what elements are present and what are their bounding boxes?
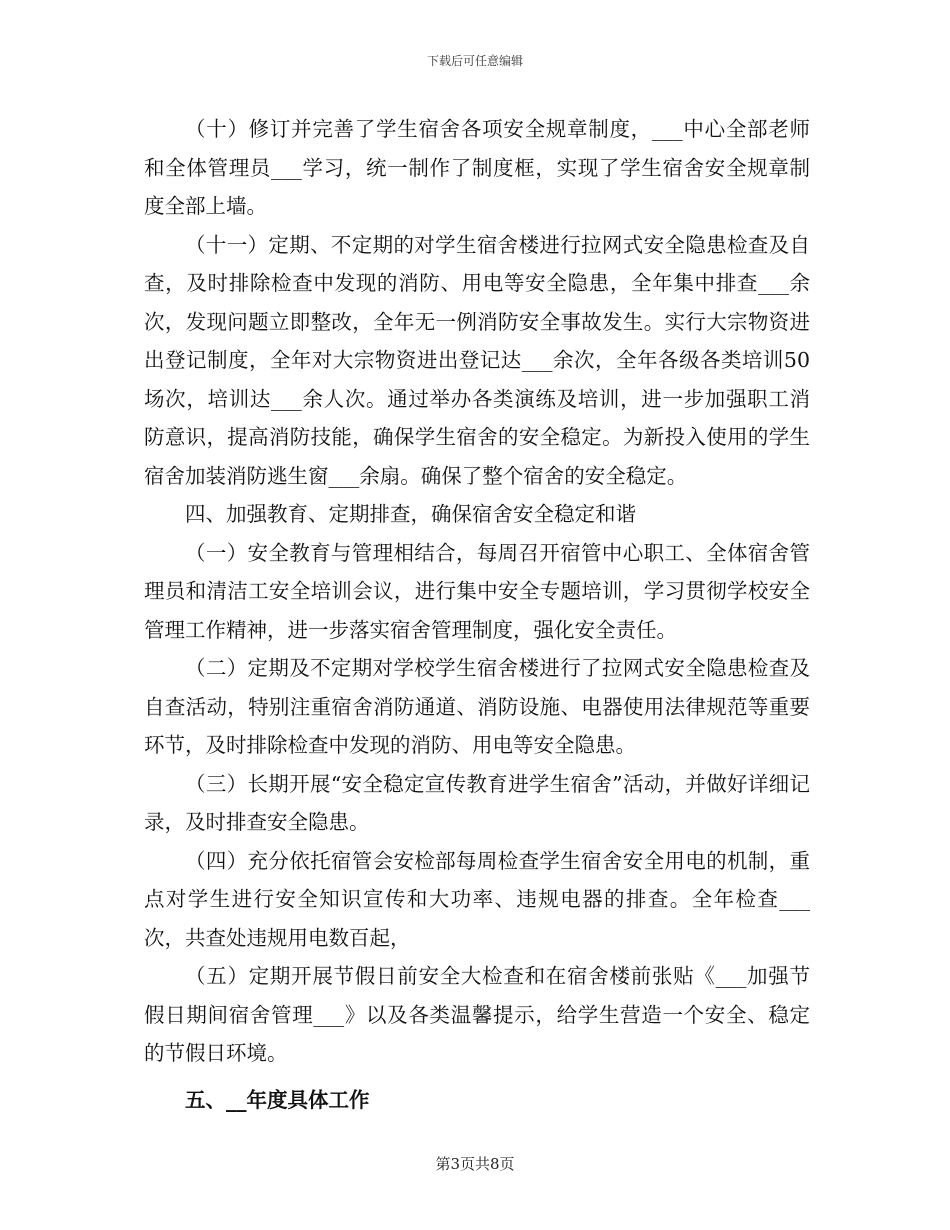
paragraph-4-4: （四）充分依托宿管会安检部每周检查学生宿舍安全用电的机制，重点对学生进行安全知识宣传和大功率、违规电器的排查。全年检查___次，共查处违规用电数百起，: [144, 848, 810, 950]
section-four-heading: 四、加强教育、定期排查，确保宿舍安全稳定和谐: [185, 502, 636, 526]
page-number-footer: 第3页共8页: [435, 1155, 515, 1173]
paragraph-10: （十）修订并完善了学生宿舍各项安全规章制度，___中心全部老师和全体管理员___学习，统一制作了制度框，实现了学生宿舍安全规章制度全部上墙。: [144, 117, 810, 218]
page-header-note: 下载后可任意编辑: [426, 54, 523, 68]
paragraph-4-1: （一）安全教育与管理相结合，每周召开宿管中心职工、全体宿舍管理员和清洁工安全培训会议，进行集中安全专题培训，学习贯彻学校安全管理工作精神，进一步落实宿舍管理制度，强化安全责任。: [144, 540, 810, 642]
document-body: [144, 110, 810, 1119]
section-five-heading: 五、__年度具体工作: [185, 1087, 370, 1112]
paragraph-11: （十一）定期、不定期的对学生宿舍楼进行拉网式安全隐患检查及自查，及时排除检查中发现的消防、用电等安全隐患，全年集中排查___余次，发现问题立即整改，全年无一例消防安全事故发生。实行大宗物资进出登记制度，全年对大宗物资进出登记达___余次，全年各级各类培训50场次，培训达___余人次。通过举办各类演练及培训，进一步加强职工消防意识，提高消防技能，确保学生宿舍的安全稳定。为新投入使用的学生宿舍加装消防逃生窗___余扇。确保了整个宿舍的安全稳定。: [144, 232, 810, 488]
paragraph-4-5: （五）定期开展节假日前安全大检查和在宿舍楼前张贴《___加强节假日期间宿舍管理___》以及各类温馨提示，给学生营造一个安全、稳定的节假日环境。: [144, 964, 810, 1065]
paragraph-4-2: （二）定期及不定期对学校学生宿舍楼进行了拉网式安全隐患检查及自查活动，特别注重宿舍消防通道、消防设施、电器使用法律规范等重要环节，及时排除检查中发现的消防、用电等安全隐患。: [144, 656, 810, 757]
paragraph-4-3: （三）长期开展“安全稳定宣传教育进学生宿舍”活动，并做好详细记录，及时排查安全隐患。: [144, 771, 810, 834]
